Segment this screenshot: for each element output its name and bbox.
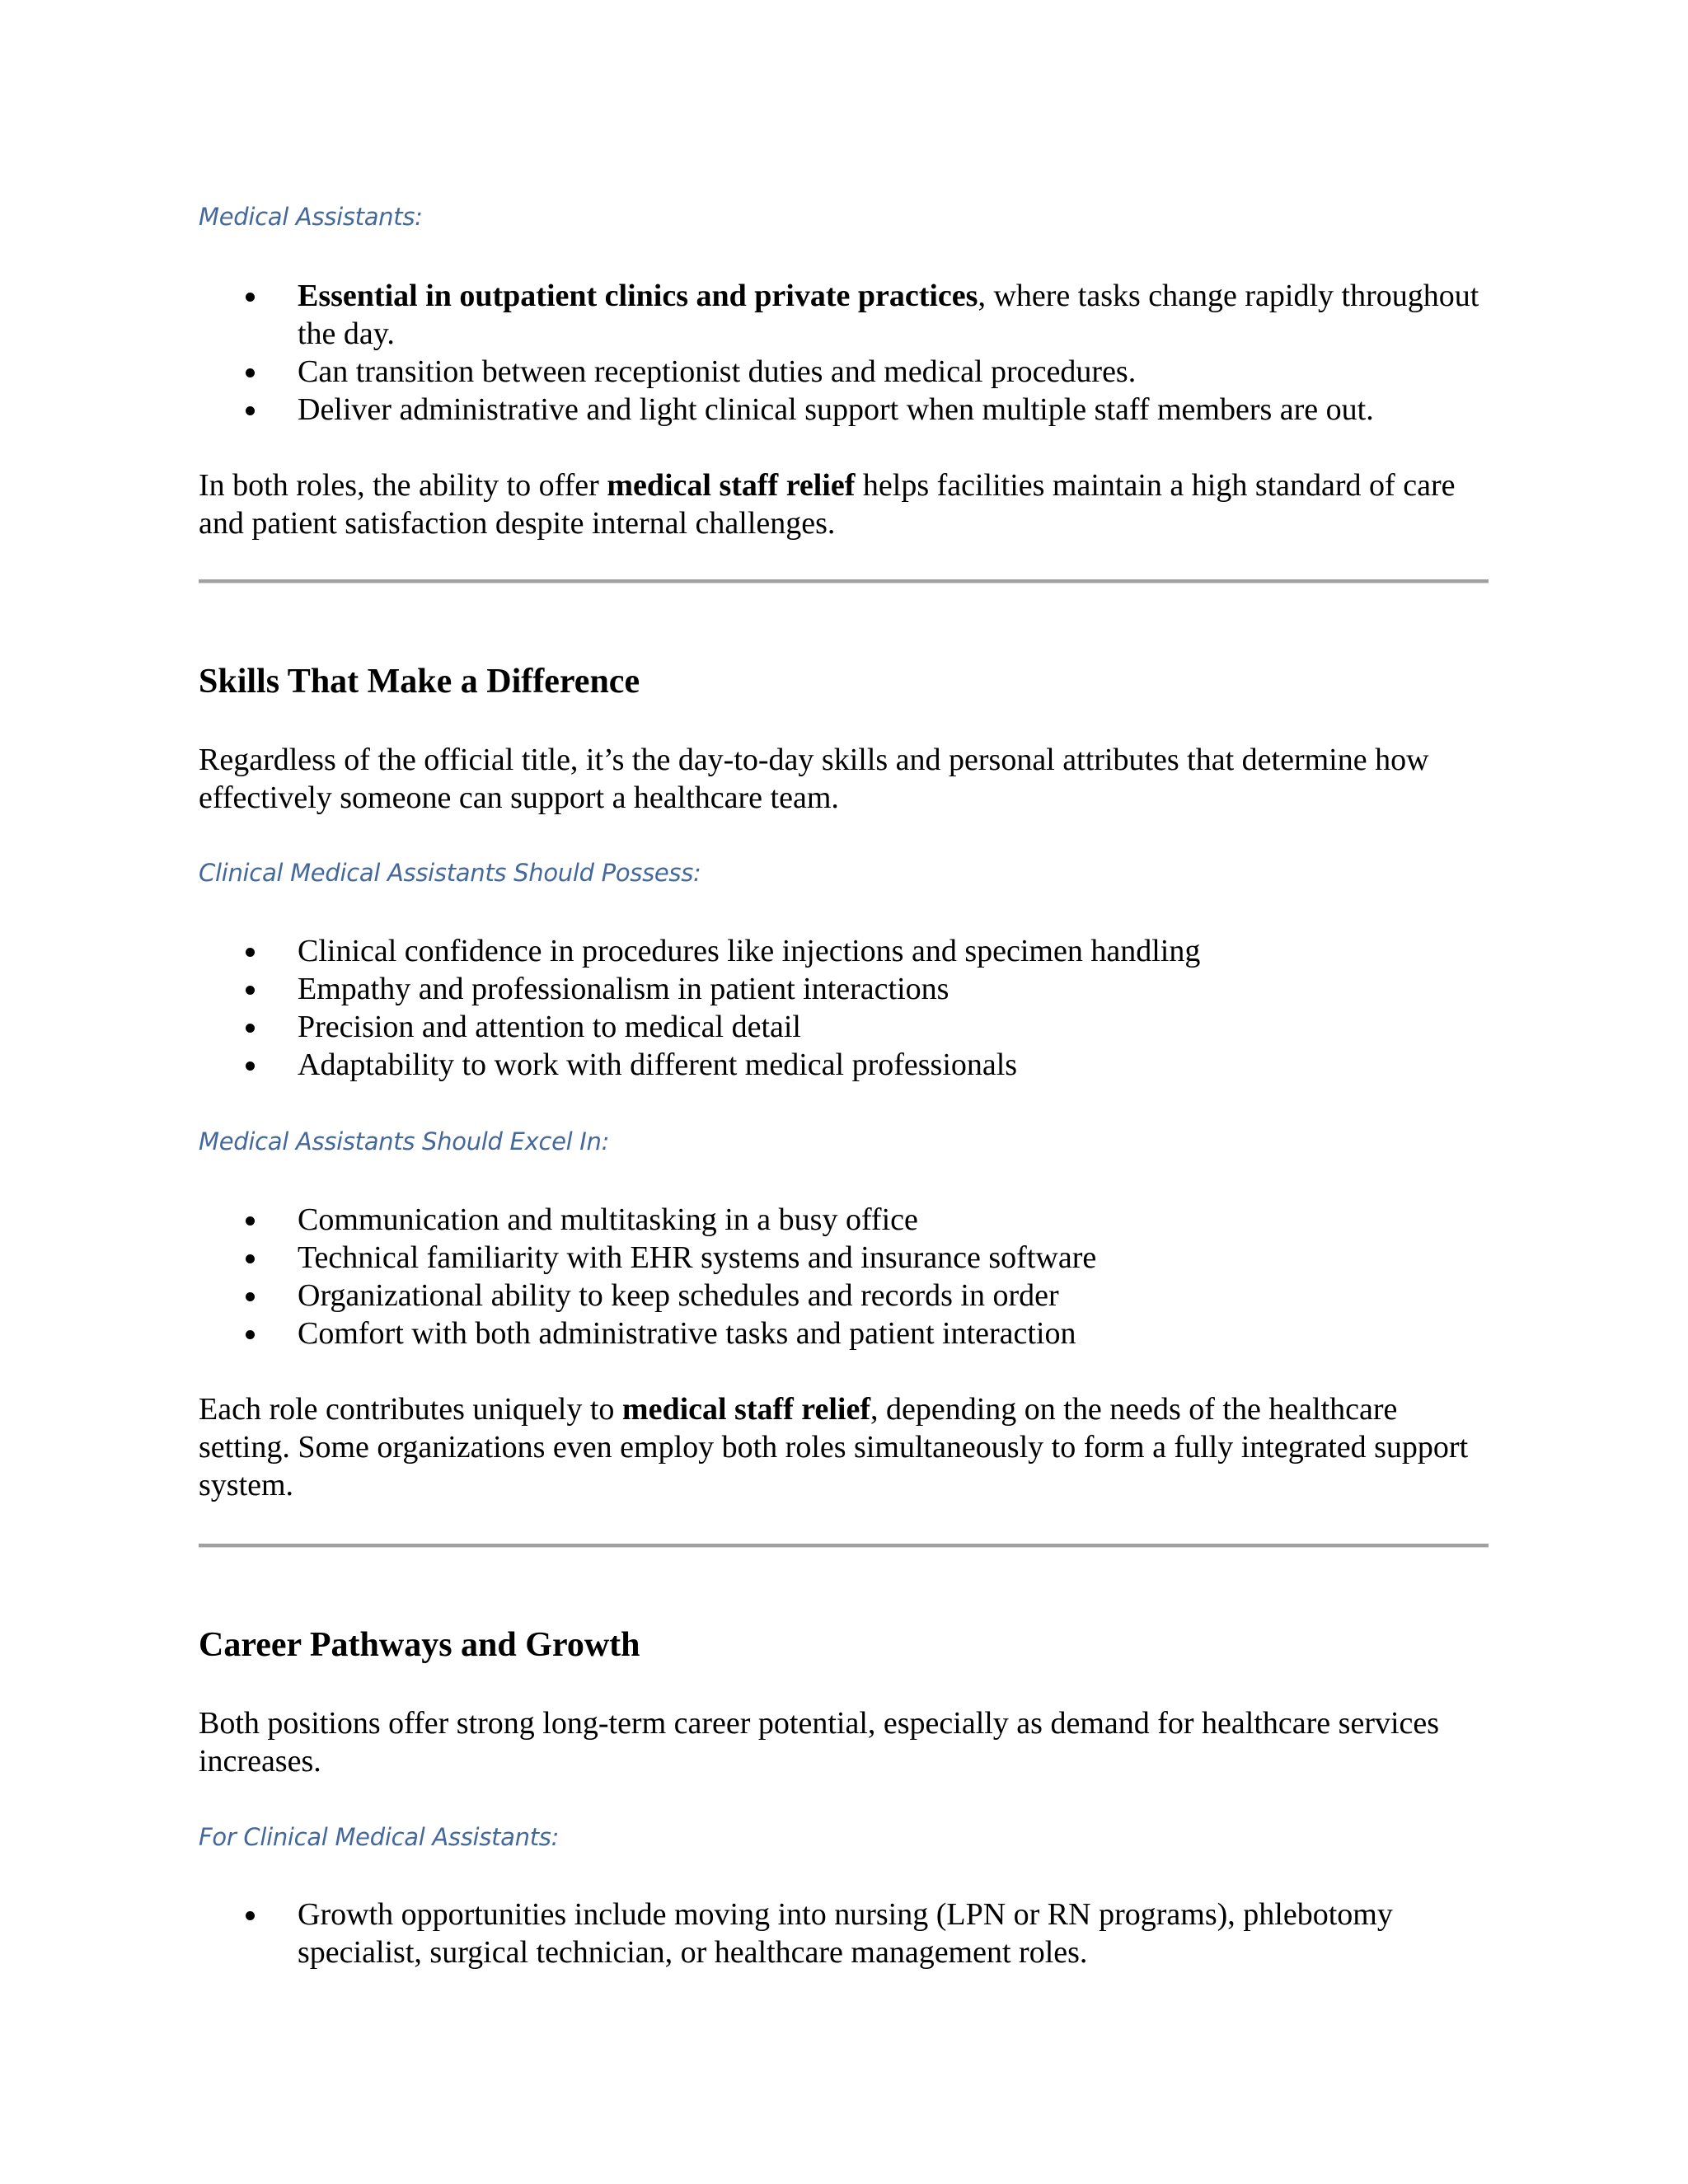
bullet-icon (246, 948, 255, 957)
cma-skills-list (199, 932, 1489, 1084)
bullet-icon (246, 986, 255, 995)
list-item-text: , where tasks change rapidly throughout the day. (298, 279, 1479, 351)
list-item (199, 1277, 1489, 1315)
list-item (199, 1239, 1489, 1277)
list-item-text: Can transition between receptionist duties and medical procedures. (298, 354, 1137, 389)
bullet-icon (246, 406, 255, 415)
list-item-text: Organizational ability to keep schedules and records in order (298, 1278, 1059, 1313)
list-item (199, 932, 1489, 970)
ma-relief-list (199, 277, 1489, 429)
bullet-icon (246, 1062, 255, 1071)
paragraph-text: helps facilities maintain a high standard of care and patient satisfaction despite internal challenges. (199, 468, 1456, 541)
bullet-icon (246, 1911, 255, 1920)
paragraph-text: In both roles, the ability to offer (199, 468, 607, 503)
subheading-ma-excel: Medical Assistants Should Excel In: (199, 1127, 610, 1155)
list-item-text: Clinical confidence in procedures like injections and specimen handling (298, 934, 1201, 968)
bold-phrase: medical staff relief (607, 468, 856, 503)
bullet-icon (246, 293, 255, 302)
bold-phrase: medical staff relief (621, 1392, 870, 1427)
list-item-text: Communication and multitasking in a busy office (298, 1202, 918, 1237)
bullet-icon (246, 1330, 255, 1339)
bold-phrase: Essential in outpatient clinics and private practices (298, 279, 978, 313)
paragraph-text: , depending on the needs of the healthcare setting. Some organizations even employ both roles simultaneously to form a fully integrated support system. (199, 1392, 1469, 1502)
list-item-text: Deliver administrative and light clinical support when multiple staff members are out. (298, 392, 1374, 427)
list-item-text: Growth opportunities include moving into nursing (LPN or RN programs), phlebotomy specialist, surgical technician, or healthcare management roles. (298, 1897, 1393, 1970)
bullet-icon (246, 1024, 255, 1033)
horizontal-rule (199, 1544, 1489, 1548)
subheading-for-cma: For Clinical Medical Assistants: (199, 1823, 560, 1851)
relief-summary-paragraph (199, 466, 1489, 542)
bullet-icon (246, 368, 255, 377)
paragraph-text: Each role contributes uniquely to (199, 1392, 622, 1427)
list-item (199, 1896, 1489, 1971)
section-heading-career: Career Pathways and Growth (199, 1626, 640, 1664)
list-item-text: Comfort with both administrative tasks and patient interaction (298, 1316, 1076, 1351)
list-item (199, 1008, 1489, 1046)
skills-summary-paragraph (199, 1390, 1489, 1504)
list-item (199, 970, 1489, 1008)
list-item (199, 1315, 1489, 1352)
bullet-icon (246, 1254, 255, 1263)
list-item-text: Technical familiarity with EHR systems and insurance software (298, 1240, 1097, 1275)
career-intro-paragraph: Both positions offer strong long-term career potential, especially as demand for healthcare services increases. (199, 1706, 1440, 1779)
subheading-cma-possess: Clinical Medical Assistants Should Possess: (199, 859, 701, 887)
list-item (199, 391, 1489, 429)
subheading-medical-assistants: Medical Assistants: (199, 203, 423, 231)
bullet-icon (246, 1292, 255, 1301)
bullet-icon (246, 1216, 255, 1226)
cma-career-list (199, 1896, 1489, 1971)
list-item (199, 1046, 1489, 1084)
list-item-text: Empathy and professionalism in patient interactions (298, 972, 950, 1006)
list-item-text: Adaptability to work with different medical professionals (298, 1047, 1018, 1082)
list-item (199, 353, 1489, 391)
section-heading-skills: Skills That Make a Difference (199, 663, 640, 701)
list-item (199, 1201, 1489, 1239)
list-item (199, 277, 1489, 353)
skills-intro-paragraph: Regardless of the official title, it’s the day-to-day skills and personal attributes that determine how effectively someone can support a healthcare team. (199, 743, 1429, 815)
ma-skills-list (199, 1201, 1489, 1352)
list-item-text: Precision and attention to medical detail (298, 1010, 801, 1044)
horizontal-rule (199, 579, 1489, 583)
